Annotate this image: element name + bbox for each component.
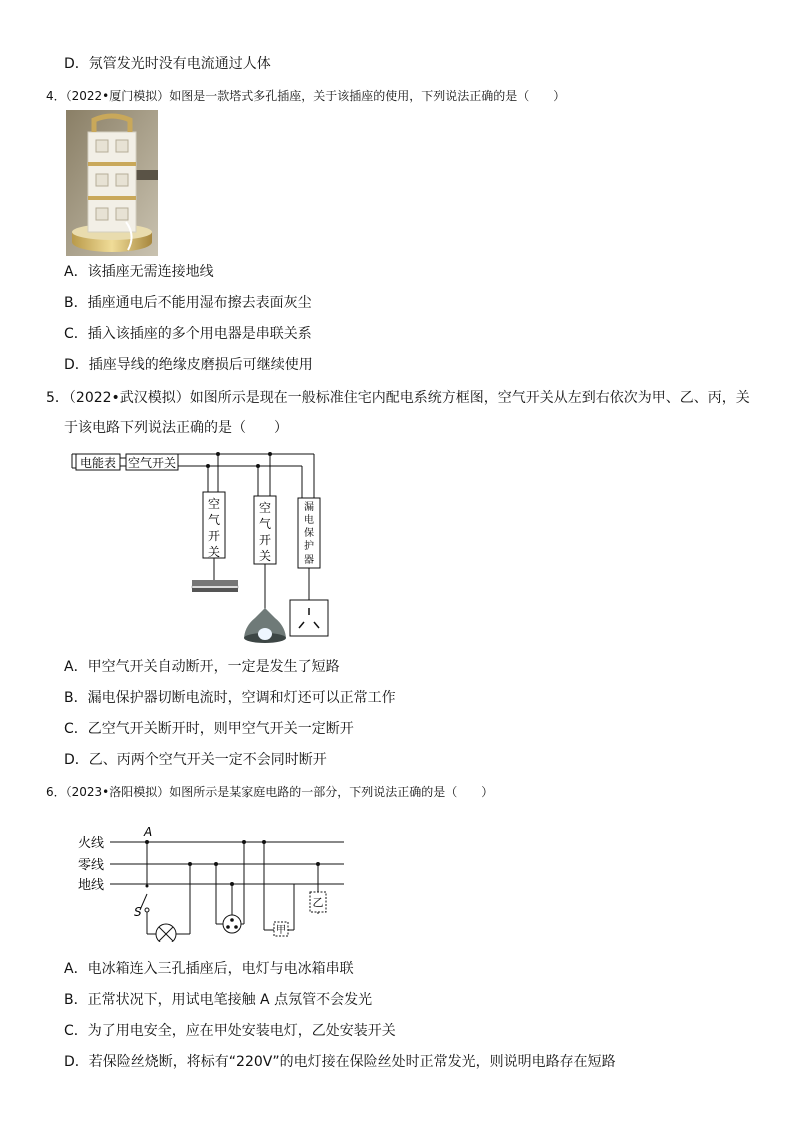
q5-stem-line1: 5．（2022•武汉模拟）如图所示是现在一般标准住宅内配电系统方框图，空气开关从左到右依次为甲、乙、丙，关 [46,390,750,406]
meter-label: 电能表 [79,456,117,470]
q4-stem: 4．（2022•厦门模拟）如图是一款塔式多孔插座，关于该插座的使用，下列说法正确的是（ ） [46,89,566,103]
leakage-char-5: 器 [304,555,314,566]
q3-option-d: D．氖管发光时没有电流通过人体 [64,56,271,72]
leakage-char-2: 电 [304,515,314,526]
q6-option-c: C．为了用电安全，应在甲处安装电灯，乙处安装开关 [64,1023,396,1039]
q5-option-b: B．漏电保护器切断电流时，空调和灯还可以正常工作 [64,690,396,706]
q5-stem-line2: 于该电路下列说法正确的是（ ） [64,420,288,436]
switch1-char-1: 空 [207,497,221,511]
box-yi-label: 乙 [312,896,324,909]
ground-wire-label: 地线 [78,878,105,893]
q6-option-b: B．正常状况下，用试电笔接触 A 点氖管不会发光 [64,992,373,1008]
switch2-char-3: 开 [258,533,272,547]
q6-stem: 6．（2023•洛阳模拟）如图所示是某家庭电路的一部分，下列说法正确的是（ ） [46,785,494,799]
q5-option-a: A．甲空气开关自动断开，一定是发生了短路 [64,659,340,675]
switch1-char-4: 关 [207,545,221,559]
q4-option-d: D．插座导线的绝缘皮磨损后可继续使用 [64,357,313,373]
q6-option-d: D．若保险丝烧断，将标有“220V”的电灯接在保险丝处时正常发光，则说明电路存在短路 [64,1054,616,1070]
socket-symbol-icon [223,915,241,933]
air-conditioner-icon [192,580,238,592]
tower-socket-photo [66,110,158,256]
box-jia-label: 甲 [276,925,286,936]
switch1-char-2: 气 [207,513,221,527]
point-a-label: A [144,825,153,839]
household-circuit-diagram [74,824,350,942]
q4-option-c: C．插入该插座的多个用电器是串联关系 [64,326,312,342]
switch-s-label: S [134,905,142,919]
switch2-char-4: 关 [258,549,272,563]
switch-s-contact [145,908,149,912]
three-hole-socket-icon [290,600,328,636]
leakage-char-1: 漏 [304,502,314,513]
q5-option-c: C．乙空气开关断开时，则甲空气开关一定断开 [64,721,354,737]
leakage-char-4: 护 [304,541,314,552]
main-switch-label: 空气开关 [127,456,177,470]
lamp-symbol-icon [156,924,176,942]
q4-option-b: B．插座通电后不能用湿布擦去表面灰尘 [64,295,312,311]
q4-option-a: A．该插座无需连接地线 [64,264,214,280]
distribution-block-diagram [70,448,340,644]
leakage-char-3: 保 [304,528,314,539]
neutral-wire-label: 零线 [78,858,105,873]
q5-option-d: D．乙、丙两个空气开关一定不会同时断开 [64,752,327,768]
switch1-char-3: 开 [207,529,221,543]
switch2-char-2: 气 [258,517,272,531]
live-wire-label: 火线 [78,836,105,851]
q6-option-a: A．电冰箱连入三孔插座后，电灯与电冰箱串联 [64,961,354,977]
switch2-char-1: 空 [258,501,272,515]
lamp-icon [244,608,286,643]
